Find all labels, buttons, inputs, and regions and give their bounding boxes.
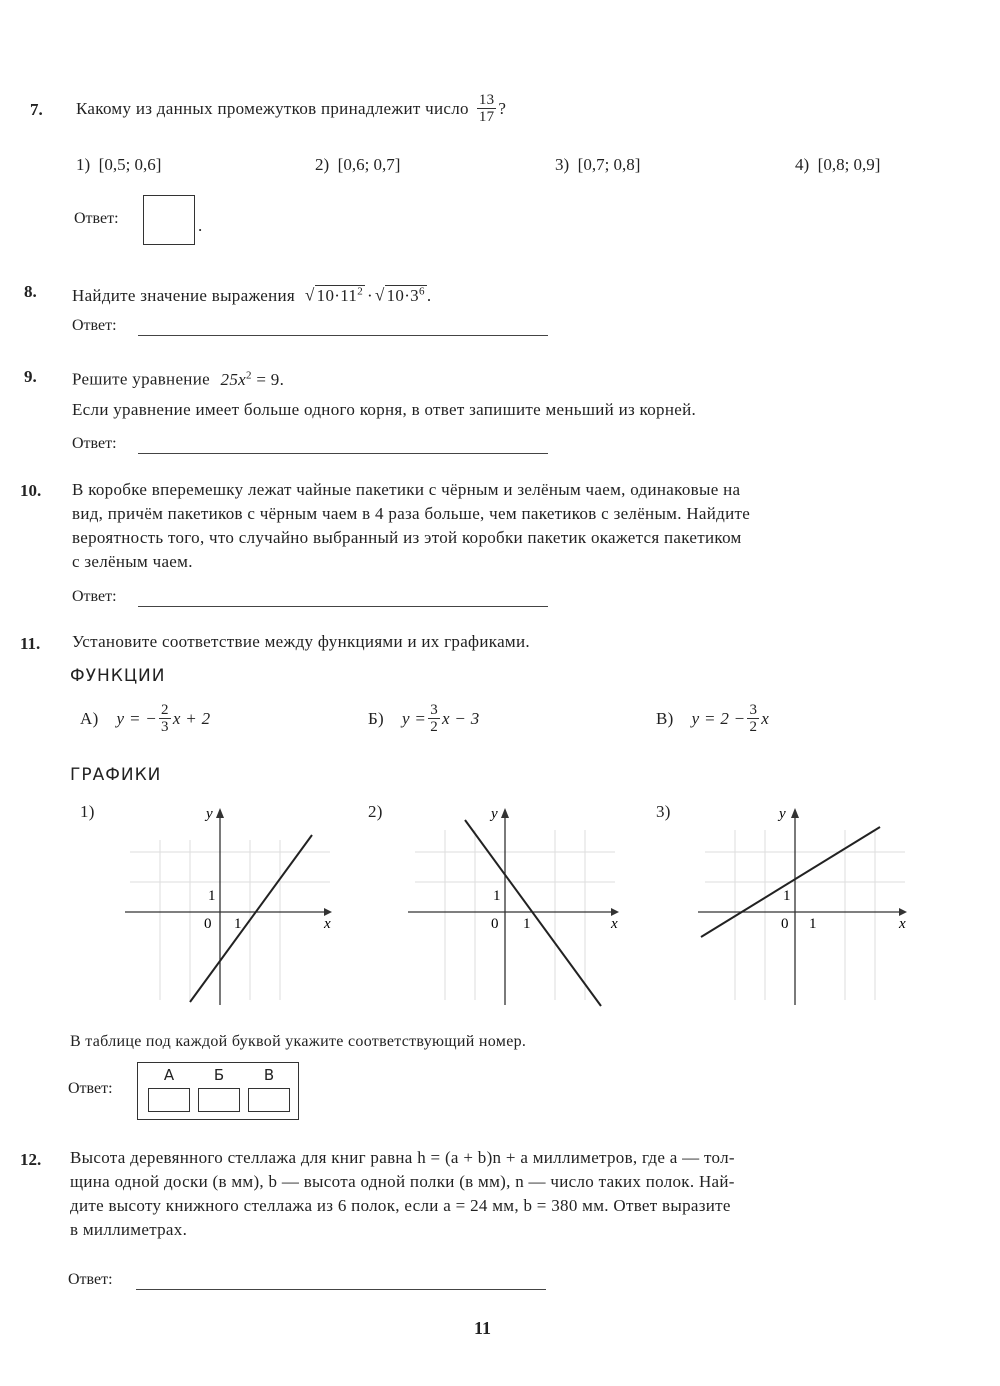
q7-tail: ? [498, 98, 507, 118]
graph-1-one-x: 1 [234, 916, 242, 932]
graph-3-one-x: 1 [809, 916, 817, 932]
q7-option-4[interactable]: 4) [0,8; 0,9] [795, 155, 881, 174]
graph-3-x-label: x [899, 916, 906, 932]
q11-graphs-heading: ГРАФИКИ [70, 765, 162, 785]
q7-answer-box[interactable] [143, 195, 195, 245]
q12-line: в миллиметрах. [70, 1220, 188, 1239]
graph-2-label: 2) [368, 802, 383, 821]
q9-answer-line[interactable] [138, 453, 548, 454]
q8-text-row: Найдите значение выражения √ $10\cdot 11^2$ · √ $10\cdot 3^6$ . [72, 279, 431, 308]
graph-3-x-arrow-icon [899, 908, 907, 916]
q10-line: с зелёным чаем. [72, 552, 193, 571]
q11-function-a: А) y = − $\frac{2}{3}$ x + 2 [80, 702, 211, 735]
graph-2-one-x: 1 [523, 916, 531, 932]
q8-number: 8. [24, 282, 37, 301]
page-number: 11 [474, 1318, 492, 1338]
q12-line: дите высоту книжного стеллажа из 6 полок, если a = 24 мм, b = 380 мм. Ответ выразите [70, 1196, 731, 1215]
graph-3-one-y: 1 [783, 888, 791, 904]
graph-3-label: 3) [656, 802, 671, 821]
q11-answer-table [137, 1062, 299, 1120]
q11-functions-heading: ФУНКЦИИ [70, 666, 166, 686]
q7-option-1[interactable]: 1) [0,5; 0,6] [76, 155, 162, 174]
q7-answer-tail: . [198, 216, 203, 235]
table-cell-b[interactable] [198, 1088, 240, 1112]
q7-answer-label: Ответ: [74, 210, 119, 227]
q11-instruction: В таблице под каждой буквой укажите соответствующий номер. [70, 1033, 527, 1050]
graph-3 [695, 800, 915, 1010]
graph-2-x-arrow-icon [611, 908, 619, 916]
graph-3-y-arrow-icon [791, 808, 799, 818]
q9-text-row [72, 363, 284, 392]
graph-3-y-label: y [779, 806, 786, 822]
q12-line: Высота деревянного стеллажа для книг равна h = (a + b)n + a миллиметров, где a — тол- [70, 1148, 735, 1167]
graph-1-y-arrow-icon [216, 808, 224, 818]
q7-frac-den: 17 [478, 109, 495, 125]
table-cell-a[interactable] [148, 1088, 190, 1112]
table-header-v: В [263, 1066, 275, 1084]
graph-1-label: 1) [80, 802, 95, 821]
q9-equation: $25x^2 = 9$. [220, 369, 285, 389]
q7-text-row [76, 92, 506, 125]
q7-fraction [477, 92, 497, 125]
q11-number: 11. [20, 634, 41, 653]
q12-line: щина одной доски (в мм), b — высота одной полки (в мм), n — число таких полок. Най- [70, 1172, 735, 1191]
q12-number: 12. [20, 1150, 42, 1169]
q7-option-2[interactable]: 2) [0,6; 0,7] [315, 155, 401, 174]
q7-option-3[interactable]: 3) [0,7; 0,8] [555, 155, 641, 174]
q11-text: Установите соответствие между функциями и их графиками. [72, 632, 530, 651]
q11-function-b: Б) y = $\frac{3}{2}$ x − 3 [368, 702, 480, 735]
graph-2 [405, 800, 625, 1010]
q9-text: Решите уравнение [72, 369, 210, 389]
q9-answer-label: Ответ: [72, 435, 117, 452]
graph-1-origin: 0 [204, 916, 212, 932]
graph-1-x-arrow-icon [324, 908, 332, 916]
q8-answer-line[interactable] [138, 335, 548, 336]
graph-2-y-arrow-icon [501, 808, 509, 818]
q8-text: Найдите значение выражения [72, 285, 296, 305]
graph-2-y-label: y [491, 806, 498, 822]
graph-2-one-y: 1 [493, 888, 501, 904]
q11-answer-label: Ответ: [68, 1080, 113, 1097]
q8-tail: . [426, 285, 432, 305]
graph-1 [120, 800, 340, 1010]
q10-answer-label: Ответ: [72, 588, 117, 605]
q10-line: вероятность того, что случайно выбранный из этой коробки пакетик окажется пакетиком [72, 528, 742, 547]
graph-1-one-y: 1 [208, 888, 216, 904]
graph-2-grid [415, 830, 615, 1000]
q10-line: вид, причём пакетиков с чёрным чаем в 4 раза больше, чем пакетиков с зелёным. Найдите [72, 504, 751, 523]
q9-number: 9. [24, 367, 37, 386]
q11-function-v: В) y = 2 − $\frac{3}{2}$ x [656, 702, 770, 735]
table-header-b: Б [213, 1066, 225, 1084]
q10-line: В коробке вперемешку лежат чайные пакетики с чёрным и зелёным чаем, одинаковые на [72, 480, 741, 499]
q7-frac-num: 13 [478, 92, 495, 108]
graph-1-y-label: y [206, 806, 213, 822]
q8-answer-label: Ответ: [72, 317, 117, 334]
q10-text [72, 478, 962, 574]
graph-2-x-label: x [611, 916, 618, 932]
q10-answer-line[interactable] [138, 606, 548, 607]
table-header-a: А [163, 1066, 175, 1084]
q12-text [70, 1146, 960, 1242]
q7-number: 7. [30, 100, 43, 119]
q12-answer-label: Ответ: [68, 1271, 113, 1288]
graph-3-origin: 0 [781, 916, 789, 932]
graph-1-x-label: x [324, 916, 331, 932]
q9-text2: Если уравнение имеет больше одного корня, в ответ запишите меньший из корней. [72, 400, 697, 419]
q8-sqrt-2: √ $10\cdot 3^6$ [374, 285, 425, 305]
graph-2-line [465, 820, 601, 1006]
q7-text: Какому из данных промежутков принадлежит число [76, 98, 469, 118]
table-cell-v[interactable] [248, 1088, 290, 1112]
graph-1-grid [130, 840, 330, 1000]
q12-answer-line[interactable] [136, 1289, 546, 1290]
graph-2-origin: 0 [491, 916, 499, 932]
q8-sqrt-1: √ $10\cdot 11^2$ [305, 285, 364, 305]
q10-number: 10. [20, 481, 42, 500]
